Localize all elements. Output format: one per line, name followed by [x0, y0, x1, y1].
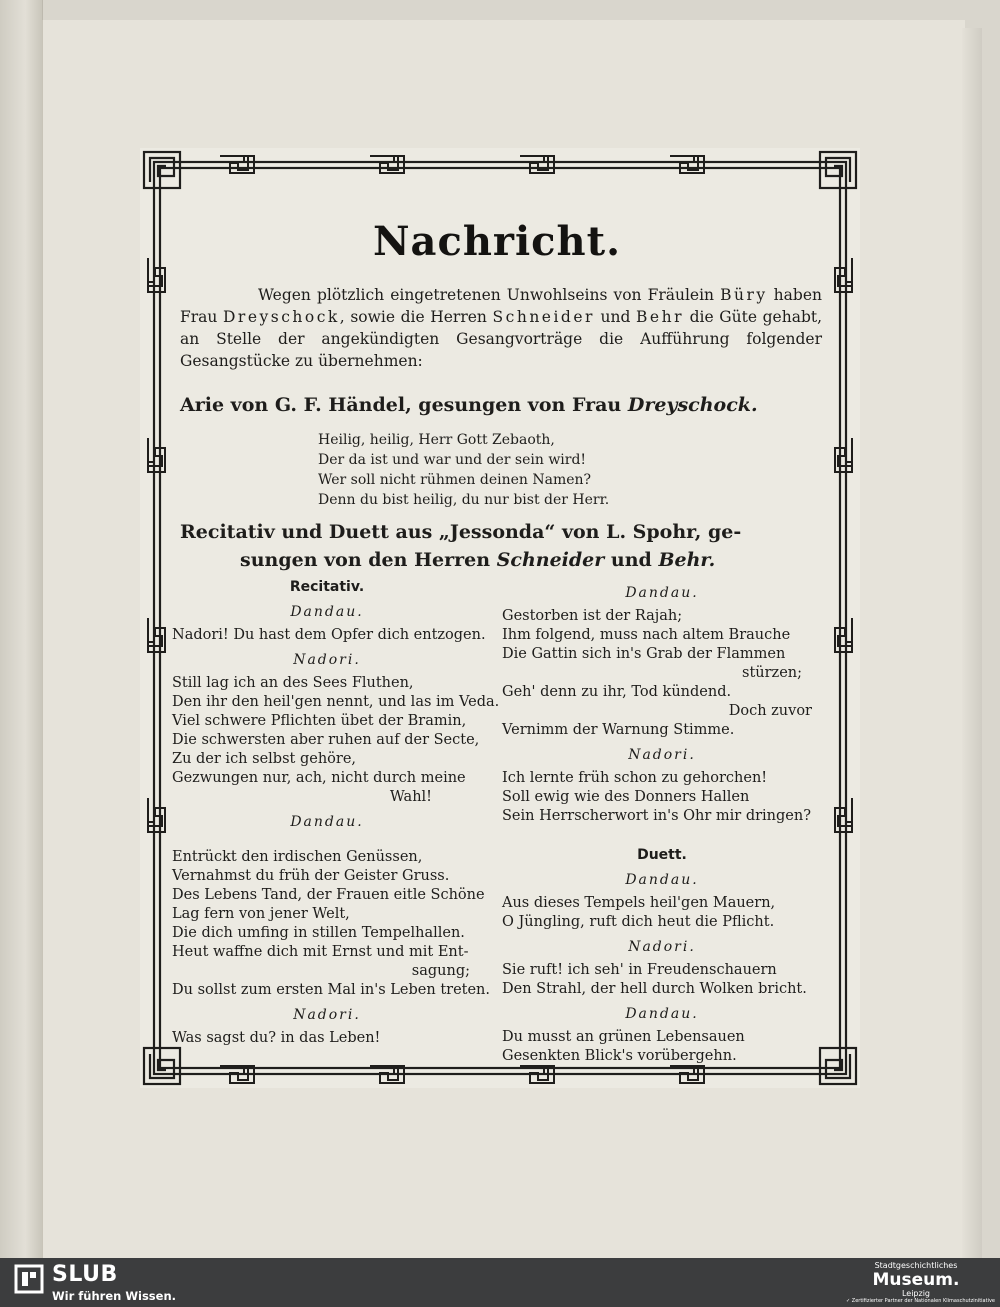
- text-line: Geh' denn zu ihr, Tod kündend.: [502, 684, 732, 700]
- role-label: Nadori.: [293, 1007, 361, 1023]
- aria-verse: [318, 430, 818, 510]
- aria-heading-text: Arie von G. F. Händel, gesungen von Frau: [180, 394, 622, 416]
- section-heading-recitativ: Recitativ.: [289, 579, 365, 595]
- left-column: [172, 578, 500, 1048]
- singer-bury: Büry: [720, 286, 768, 304]
- text-line: Die Gattin sich in's Grab der Flammen: [502, 646, 786, 662]
- text-line: Des Lebens Tand, der Frauen eitle Schöne: [172, 887, 485, 903]
- text-line: Vernimm der Warnung Stimme.: [502, 722, 735, 738]
- museum-top-label: Stadtgeschichtliches: [874, 1261, 958, 1270]
- singer-dreyschock: Dreyschock: [223, 308, 340, 326]
- museum-name: Museum.: [872, 1270, 960, 1290]
- museum-partner-note: ✓ Zertifizierter Partner der Nationalen Klimaschutzinitiative: [846, 1298, 996, 1304]
- text-line: Sein Herrscherwort in's Ohr mir dringen?: [502, 808, 811, 824]
- verse-line: Der da ist und war und der sein wird!: [318, 452, 587, 468]
- museum-city: Leipzig: [901, 1289, 931, 1298]
- text-line: Vernahmst du früh der Geister Gruss.: [172, 868, 450, 884]
- intro-part4: und: [600, 308, 631, 326]
- intro-part5: die Güte gehabt, an Stelle der angekündigten Gesangvorträge die Aufführung folgender Gesangstücke zu übernehmen:: [180, 308, 823, 370]
- text-line: Nadori! Du hast dem Opfer dich entzogen.: [172, 627, 486, 643]
- singer-schneider: Schneider: [492, 308, 595, 326]
- text-line: Heut waffne dich mit Ernst und mit Ent-: [172, 944, 469, 960]
- text-line: Still lag ich an des Sees Fluthen,: [172, 675, 414, 691]
- text-line: Aus dieses Tempels heil'gen Mauern,: [502, 895, 776, 911]
- text-line: O Jüngling, ruft dich heut die Pflicht.: [502, 914, 775, 930]
- text-line-continuation: stürzen;: [742, 665, 802, 681]
- section-heading-duett: Duett.: [637, 847, 687, 863]
- text-line: Ihm folgend, muss nach altem Brauche: [502, 627, 791, 643]
- verse-line: Denn du bist heilig, du nur bist der Herr.: [318, 492, 610, 508]
- text-line: Du sollst zum ersten Mal in's Leben treten.: [172, 982, 491, 998]
- text-line: Sie ruft! ich seh' in Freudenschauern: [502, 962, 777, 978]
- text-line: Du musst an grünen Lebensauen: [502, 1029, 745, 1045]
- text-line: Gesenkten Blick's vorübergehn.: [502, 1048, 737, 1064]
- text-line: Viel schwere Pflichten übet der Bramin,: [172, 713, 467, 729]
- library-claim: Wir führen Wissen.: [52, 1289, 177, 1303]
- duet-singer-1: Schneider: [496, 549, 605, 571]
- intro-text: [180, 284, 822, 372]
- intro-paragraph: [180, 284, 822, 372]
- text-line-continuation: Doch zuvor: [728, 703, 812, 719]
- text-line: Was sagst du? in das Leben!: [172, 1030, 381, 1046]
- text-line: Gezwungen nur, ach, nicht durch meine: [172, 770, 466, 786]
- facing-page-edge: [0, 0, 43, 1258]
- intro-part3: , sowie die Herren: [339, 308, 487, 326]
- role-label: Dandau.: [625, 872, 699, 888]
- slub-logo-icon[interactable]: [14, 1264, 44, 1294]
- verse-line: Wer soll nicht rühmen deinen Namen?: [318, 472, 592, 488]
- text-line-continuation: sagung;: [411, 963, 470, 979]
- text-line: Soll ewig wie des Donners Hallen: [502, 789, 750, 805]
- museum-logo[interactable]: [846, 1261, 996, 1305]
- duet-heading: [180, 518, 822, 574]
- page-right-edge: [962, 28, 982, 1258]
- singer-behr: Behr: [636, 308, 685, 326]
- spacer: [502, 826, 822, 846]
- text-line: Die dich umfing in stillen Tempelhallen.: [172, 925, 465, 941]
- role-label: Dandau.: [625, 585, 699, 601]
- verse-line: Heilig, heilig, Herr Gott Zebaoth,: [318, 432, 555, 448]
- announcement-content: [172, 218, 823, 1064]
- aria-singer: Dreyschock.: [627, 394, 758, 416]
- page-title: Nachricht.: [372, 218, 622, 265]
- role-label: Dandau.: [290, 604, 364, 620]
- text-line: Gestorben ist der Rajah;: [502, 608, 683, 624]
- duet-heading-text: sungen von den Herren: [240, 549, 491, 571]
- intro-part1: Wegen plötzlich eingetretenen Unwohlseins von Fräulein: [258, 286, 715, 304]
- aria-heading: [180, 394, 822, 416]
- duet-singer-2: Behr.: [658, 549, 716, 571]
- role-label: Dandau.: [625, 1006, 699, 1022]
- text-line: Den ihr den heil'gen nennt, und las im Veda.: [172, 694, 500, 710]
- text-line: Zu der ich selbst gehöre,: [172, 751, 357, 767]
- duet-heading-line2: [180, 546, 822, 574]
- text-line: Die schwersten aber ruhen auf der Secte,: [172, 732, 480, 748]
- text-line-continuation: Wahl!: [389, 789, 432, 805]
- text-line: Entrückt den irdischen Genüssen,: [172, 849, 423, 865]
- right-column: [502, 584, 822, 1066]
- library-name[interactable]: SLUB: [52, 1262, 118, 1287]
- duet-and: und: [610, 549, 652, 571]
- role-label: Nadori.: [628, 939, 696, 955]
- role-label: Nadori.: [293, 652, 361, 668]
- text-line: Ich lernte früh schon zu gehorchen!: [502, 770, 768, 786]
- role-label: Dandau.: [290, 814, 364, 830]
- text-line: Den Strahl, der hell durch Wolken bricht.: [502, 981, 807, 997]
- role-label: Nadori.: [628, 747, 696, 763]
- spacer: [172, 836, 482, 848]
- intro-part2: haben Frau: [180, 286, 822, 326]
- text-line: Lag fern von jener Welt,: [172, 906, 350, 922]
- duet-heading-line1: Recitativ und Duett aus „Jessonda“ von L. Spohr, ge-: [180, 521, 742, 543]
